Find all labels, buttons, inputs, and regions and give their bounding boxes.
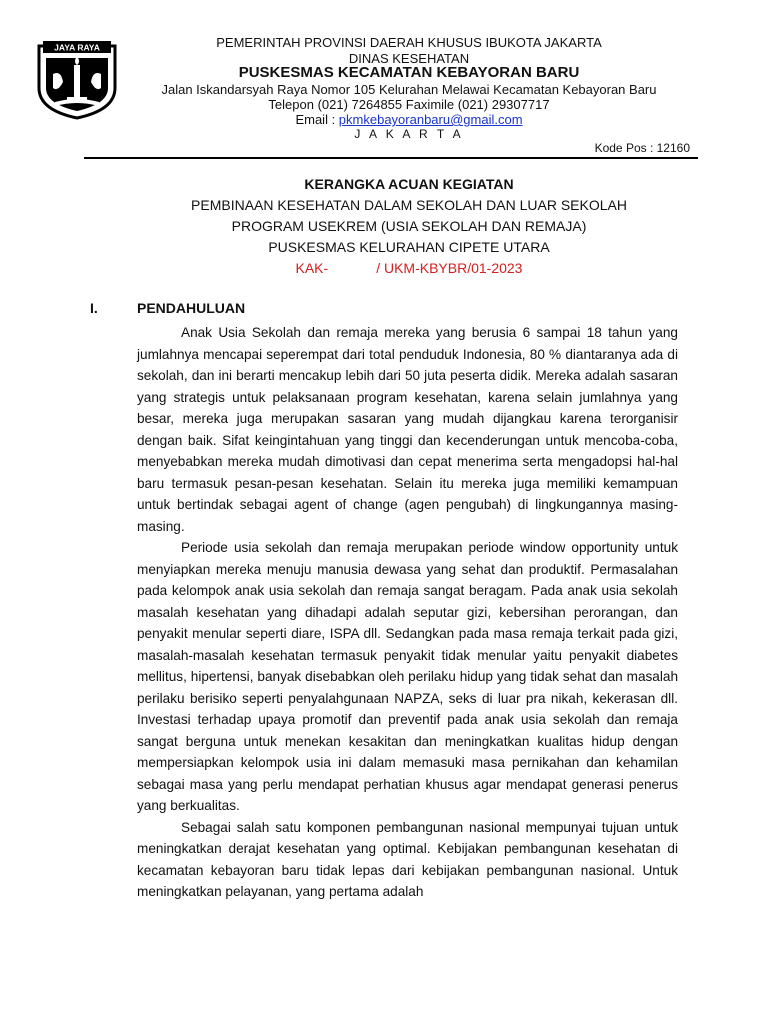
government-name: PEMERINTAH PROVINSI DAERAH KHUSUS IBUKOTA JAKARTA (216, 35, 602, 50)
letterhead (0, 0, 768, 162)
paragraph: Periode usia sekolah dan remaja merupakan periode window opportunity untuk menyiapkan mereka menuju manusia dewasa yang sehat dan produktif. Permasalahan pada kelompok anak usia sekolah dan remaja sangat beragam. Pada anak usia sekolah masalah kesehatan yang dihadapi adalah seputar gizi, kebersihan perorangan, dan penyakit menular seperti diare, ISPA dll. Sedangkan pada masa remaja terkait pada gizi, masalah-masalah kesehatan termasuk penyakit tidak menular yaitu penyakit diabetes mellitus, hipertensi, banyak disebabkan oleh perilaku hidup yang tidak sehat dan masalah perilaku berisiko seperti penyalahgunaan NAPZA, seks di luar pra nikah, kekerasan dll. Investasi terhadap upaya promotif dan preventif pada anak usia sekolah dan remaja sangat berguna untuk menekan kesakitan dan meningkatkan kualitas hidup dengan mempersiapkan kelompok usia ini dalam memasuki masa pernikahan dan kehamilan sebagai masa yang perlu mendapat perhatian khusus agar mendapat generasi penerus yang berkualitas. (137, 540, 678, 813)
department-name: DINAS KESEHATAN (348, 51, 470, 66)
document-heading: KERANGKA ACUAN KEGIATAN (304, 176, 514, 192)
institution-name: PUSKESMAS KECAMATAN KEBAYORAN BARU (238, 64, 580, 81)
section-number: I. (90, 300, 98, 316)
postal-code: Kode Pos : 12160 (594, 141, 690, 155)
logo-banner-text: JAYA RAYA (54, 42, 100, 53)
letterhead-divider (84, 157, 698, 159)
section-title: PENDAHULUAN (137, 300, 246, 316)
address: Jalan Iskandarsyah Raya Nomor 105 Kelurahan Melawai Kecamatan Kebayoran Baru (161, 82, 657, 97)
section-body (137, 322, 678, 903)
paragraph: Sebagai salah satu komponen pembangunan nasional mempunyai tujuan untuk meningkatkan derajat kesehatan yang optimal. Kebijakan pembangunan kesehatan di kecamatan kebayoran baru tidak lepas dari kebijakan pembangunan nasional. Untuk meningkatkan pelayanan, yang pertama adalah (137, 819, 678, 899)
document-code-suffix: / UKM-KBYBR/01-2023 (376, 260, 523, 276)
paragraph: Anak Usia Sekolah dan remaja mereka yang berusia 6 sampai 18 tahun yang jumlahnya mencapai seperempat dari total penduduk Indonesia, 80 % diantaranya ada di sekolah, dan ini berarti mencakup lebih dari 50 juta peserta didik. Mereka adalah sasaran yang strategis untuk pelaksanaan program kesehatan, karena selain jumlahnya yang besar, mereka juga merupakan sasaran yang mudah dijangkau karena terorganisir dengan baik. Sifat keingintahuan yang tinggi dan kecenderungan untuk mencoba-coba, menyebabkan mereka mudah dimotivasi dan cepat menerima serta mengadopsi hal-hal baru termasuk pesan-pesan kesehatan. Selain itu mereka juga memiliki kemampuan untuk bertindak sebagai agent of change (agen pengubah) di lingkungannya masing-masing. (137, 325, 678, 534)
document-code-prefix: KAK- (295, 260, 329, 276)
document-code (100, 260, 718, 276)
phone-fax: Telepon (021) 7264855 Faximile (021) 29307717 (268, 97, 550, 112)
activity-title: PEMBINAAN KESEHATAN DALAM SEKOLAH DAN LUAR SEKOLAH (191, 197, 627, 213)
program-title: PROGRAM USEKREM (USIA SEKOLAH DAN REMAJA) (231, 218, 587, 234)
email-line (100, 112, 718, 127)
puskesmas-title: PUSKESMAS KELURAHAN CIPETE UTARA (268, 239, 550, 255)
email-link[interactable]: pkmkebayoranbaru@gmail.com (338, 112, 523, 127)
email-label: Email : (295, 112, 339, 127)
city: J A K A R T A (354, 127, 464, 141)
